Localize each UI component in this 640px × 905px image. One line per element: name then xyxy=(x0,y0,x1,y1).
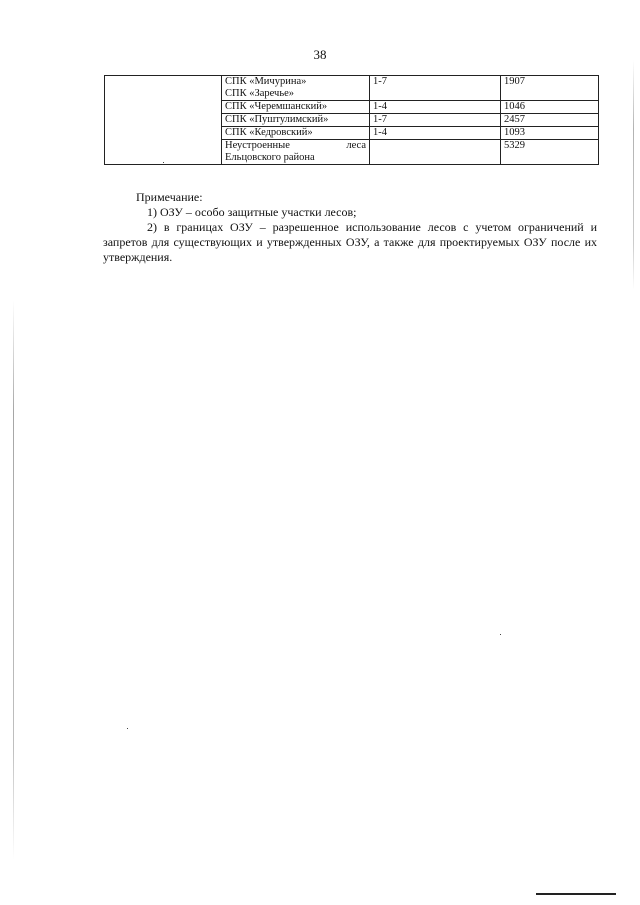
table-cell-name: СПК «Пуштулимский» xyxy=(222,114,370,127)
table-cell-area: 1046 xyxy=(501,101,599,114)
note-block xyxy=(103,190,597,265)
table-cell-name xyxy=(222,140,370,165)
table-cell-name-word: леса xyxy=(346,140,366,151)
table-row xyxy=(105,76,599,101)
table-cell-area: 1093 xyxy=(501,127,599,140)
note-item: 2) в границах ОЗУ – разрешенное использование лесов с учетом ограничений и запретов для существующих и утвержденных ОЗУ, а также для проектируемых ОЗУ после их утверждения. xyxy=(103,220,597,264)
note-item: 1) ОЗУ – особо защитные участки лесов; xyxy=(147,205,357,219)
table-cell-name xyxy=(222,76,370,101)
table-cell-name-line: СПК «Мичурина» xyxy=(225,76,307,87)
table-cell-name-line xyxy=(225,140,366,152)
table-cell-name: СПК «Кедровский» xyxy=(222,127,370,140)
scan-edge-left xyxy=(13,300,14,860)
note-title: Примечание: xyxy=(136,190,203,204)
scan-mark-bottom xyxy=(536,893,616,895)
table-cell-quarters: 1-4 xyxy=(370,127,501,140)
table-cell-area: 5329 xyxy=(501,140,599,165)
table-cell-name-line: Ельцовского района xyxy=(225,152,315,163)
forest-table xyxy=(104,75,599,165)
scan-speck xyxy=(163,162,164,163)
table-cell-quarters: 1-7 xyxy=(370,114,501,127)
scan-edge-right xyxy=(633,60,634,290)
scan-speck xyxy=(500,634,501,635)
table-cell-quarters: 1-7 xyxy=(370,76,501,101)
table-cell-name-word: Неустроенные xyxy=(225,140,290,151)
table-cell-area: 2457 xyxy=(501,114,599,127)
scan-speck xyxy=(127,728,128,729)
table-cell-empty xyxy=(105,76,222,165)
table-cell-name: СПК «Черемшанский» xyxy=(222,101,370,114)
table-cell-quarters xyxy=(370,140,501,165)
page-number: 38 xyxy=(313,47,327,62)
table-cell-quarters: 1-4 xyxy=(370,101,501,114)
table-cell-name-line: СПК «Заречье» xyxy=(225,88,295,99)
table-cell-area: 1907 xyxy=(501,76,599,101)
